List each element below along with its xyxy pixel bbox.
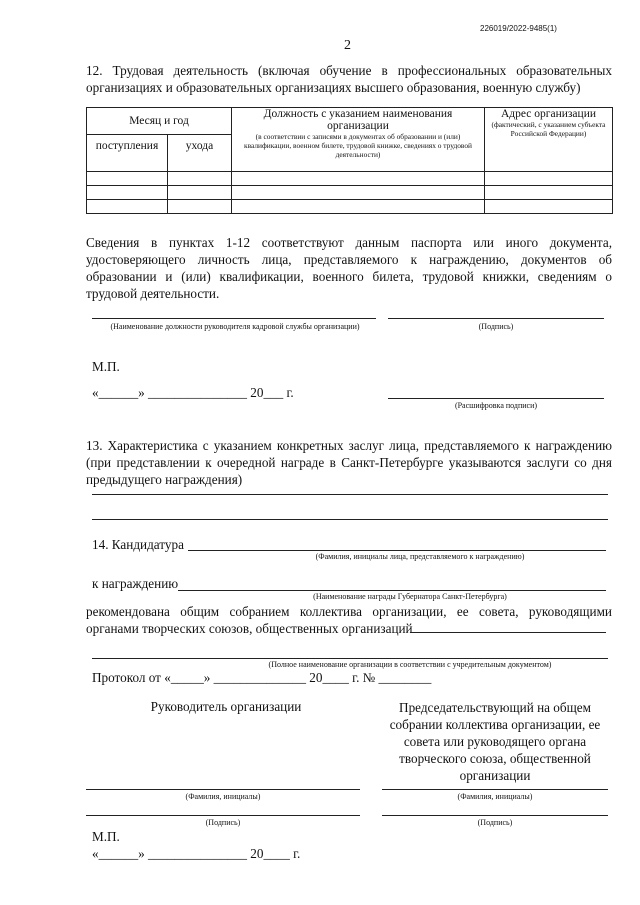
month-year-header: Месяц и год — [87, 108, 232, 135]
table-row — [87, 172, 613, 186]
head-signature-caption: (Подпись) — [205, 818, 241, 827]
chair-name-caption: (Фамилия, инициалы) — [457, 792, 533, 801]
bottom-date-line[interactable]: «______» _______________ 20____ г. — [92, 846, 301, 861]
page-number: 2 — [344, 38, 351, 53]
chair-signature-line[interactable] — [382, 815, 608, 816]
hr-head-line[interactable] — [92, 318, 376, 319]
candidate-line[interactable] — [188, 550, 606, 551]
address-header — [485, 108, 613, 172]
address-header-title: Адрес организации — [500, 108, 596, 120]
position-header-note: (в соответствии с записями в документах об образовании и (или) квалификации, военном билете, трудовой книжке, сведениях о трудовой деятельности) — [244, 132, 472, 159]
bottom-stamp-label: М.П. — [92, 829, 120, 844]
document-number: 226019/2022-9485(1) — [480, 24, 557, 33]
signature-caption: (Подпись) — [478, 322, 514, 331]
award-line[interactable] — [178, 590, 606, 591]
address-header-note: (фактический, с указанием субъекта Российской Федерации) — [491, 120, 606, 138]
award-caption: (Наименование награды Губернатора Санкт-Петербурга) — [313, 592, 507, 601]
head-of-organization-title: Руководитель организации — [150, 699, 302, 714]
organization-name-line[interactable] — [410, 632, 606, 633]
employment-table — [86, 107, 613, 214]
signature-line[interactable] — [388, 318, 604, 319]
award-label: к награждению — [92, 576, 179, 591]
chair-name-line[interactable] — [382, 789, 608, 790]
table-row — [87, 186, 613, 200]
head-name-caption: (Фамилия, инициалы) — [185, 792, 261, 801]
recommended-text: рекомендована общим собранием коллектива организации, ее совета, руководящими органами творческих союзов, общественных организаций — [86, 604, 612, 636]
organization-full-name-line[interactable] — [92, 658, 608, 659]
section-13-title: 13. Характеристика с указанием конкретных заслуг лица, представляемого к награждению (при представлении к очередной награде в Санкт-Петербурге указываются заслуги со дня предыдущего награждения) — [86, 438, 612, 487]
table-row — [87, 200, 613, 214]
head-signature-line[interactable] — [86, 815, 360, 816]
entry-header: поступления — [87, 135, 168, 172]
confirmation-text: Сведения в пунктах 1-12 соответствуют данным паспорта или иного документа, удостоверяющего личность лица, представляемого к награждению, документов об образовании и (или) квалификации, военного билета, трудовой книжки, сведениям о трудовой деятельности. — [86, 235, 612, 301]
date-line[interactable]: «______» _______________ 20___ г. — [92, 385, 294, 400]
section-12-title: 12. Трудовая деятельность (включая обучение в профессиональных образовательных организациях и образовательных организациях высшего образования, военную службу) — [86, 63, 612, 95]
chair-signature-caption: (Подпись) — [477, 818, 513, 827]
signature-decode-line[interactable] — [388, 398, 604, 399]
organization-caption: (Полное наименование организации в соответствии с учредительным документом) — [268, 660, 552, 669]
characteristic-line-2[interactable] — [92, 519, 608, 520]
head-name-line[interactable] — [86, 789, 360, 790]
chairperson-title: Председательствующий на общем собрании коллектива организации, ее совета или руководящего органа творческого союза, общественной организации — [389, 700, 601, 783]
characteristic-line-1[interactable] — [92, 494, 608, 495]
position-header — [232, 108, 485, 172]
position-header-title: Должность с указанием наименования организации — [263, 108, 453, 132]
stamp-label: М.П. — [92, 359, 120, 374]
section-14-label: 14. Кандидатура — [92, 537, 184, 552]
protocol-line[interactable]: Протокол от «_____» ______________ 20____ г. № ________ — [92, 670, 432, 685]
hr-head-caption: (Наименование должности руководителя кадровой службы организации) — [110, 322, 360, 331]
exit-header: ухода — [168, 135, 232, 172]
candidate-caption: (Фамилия, инициалы лица, представляемого к награждению) — [315, 552, 525, 561]
signature-decode-caption: (Расшифровка подписи) — [454, 401, 538, 410]
